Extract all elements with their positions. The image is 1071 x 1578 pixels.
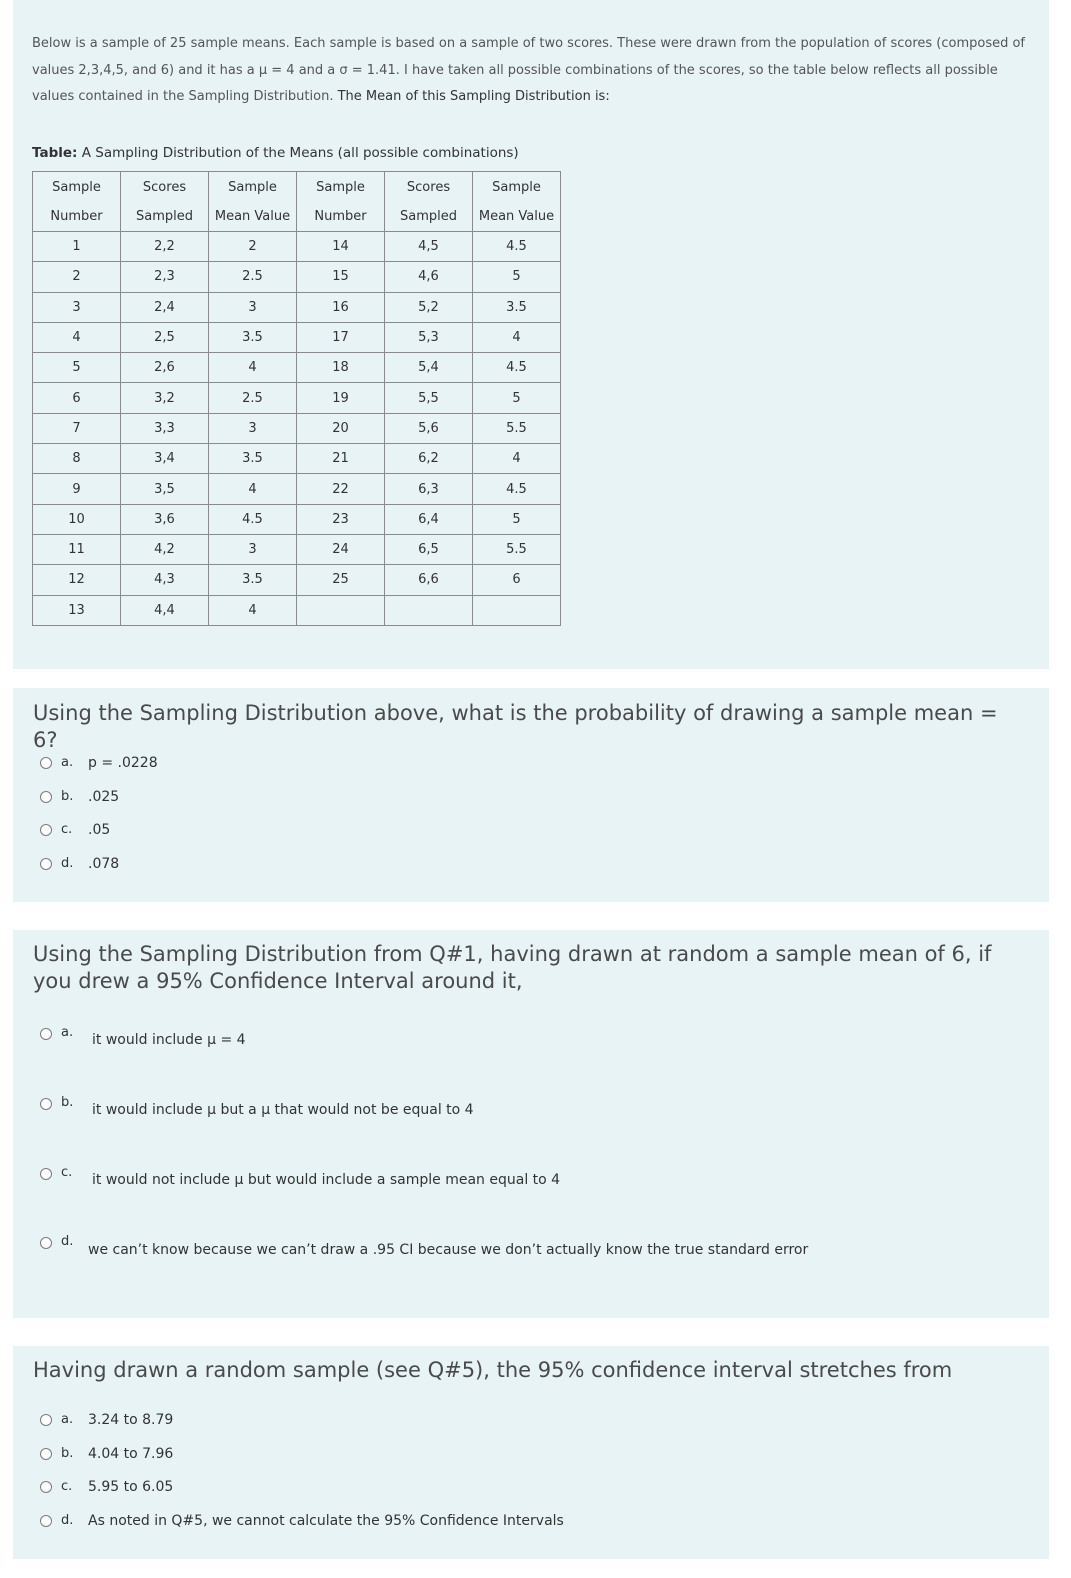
table-cell: 3,3 xyxy=(121,413,209,443)
table-cell: 16 xyxy=(297,292,385,322)
table-caption-text: A Sampling Distribution of the Means (all possible combinations) xyxy=(81,145,519,161)
table-cell: 4,3 xyxy=(121,565,209,595)
question-panel-3 xyxy=(13,1346,1049,1559)
table-cell: 5 xyxy=(473,504,561,534)
table-cell: 23 xyxy=(297,504,385,534)
table-row xyxy=(33,292,561,322)
table-cell: 4,6 xyxy=(385,262,473,292)
table-cell: 3.5 xyxy=(209,565,297,595)
radio-option-d[interactable] xyxy=(40,858,52,870)
radio-option-b[interactable] xyxy=(40,1448,52,1460)
option-letter: b. xyxy=(61,1446,74,1461)
option-letter: c. xyxy=(61,822,73,837)
table-cell: 3 xyxy=(33,292,121,322)
table-row xyxy=(33,322,561,352)
column-header: Scores Sampled xyxy=(121,172,209,232)
option-label[interactable]: it would not include μ but would include a sample mean equal to 4 xyxy=(92,1172,561,1188)
table-cell: 5,5 xyxy=(385,383,473,413)
table-cell: 5 xyxy=(473,383,561,413)
table-cell: 2,2 xyxy=(121,232,209,262)
option-label[interactable]: it would include μ but a μ that would not be equal to 4 xyxy=(92,1102,474,1118)
option-letter: d. xyxy=(61,1234,74,1249)
table-cell: 8 xyxy=(33,444,121,474)
option-label[interactable]: we can’t know because we can’t draw a .95 CI because we don’t actually know the true standard error xyxy=(88,1242,809,1258)
option-letter: d. xyxy=(61,856,74,871)
table-row xyxy=(33,262,561,292)
table-cell: 4,2 xyxy=(121,534,209,564)
radio-option-b[interactable] xyxy=(40,1098,52,1110)
table-cell: 4.5 xyxy=(473,232,561,262)
radio-option-c[interactable] xyxy=(40,1481,52,1493)
option-letter: a. xyxy=(61,1412,74,1427)
option-letter: b. xyxy=(61,1095,74,1110)
table-cell xyxy=(385,595,473,625)
table-cell: 4 xyxy=(209,595,297,625)
table-cell: 5 xyxy=(33,353,121,383)
table-cell: 4.5 xyxy=(473,474,561,504)
option-label[interactable]: As noted in Q#5, we cannot calculate the 95% Confidence Intervals xyxy=(88,1513,564,1529)
option-label[interactable]: 3.24 to 8.79 xyxy=(88,1412,174,1428)
option-label[interactable]: 5.95 to 6.05 xyxy=(88,1479,174,1495)
table-cell: 3,2 xyxy=(121,383,209,413)
table-cell: 22 xyxy=(297,474,385,504)
table-cell: 3,6 xyxy=(121,504,209,534)
radio-option-b[interactable] xyxy=(40,791,52,803)
table-cell: 3,4 xyxy=(121,444,209,474)
option-label[interactable]: it would include μ = 4 xyxy=(92,1032,246,1048)
table-cell: 24 xyxy=(297,534,385,564)
question-text: Having drawn a random sample (see Q#5), the 95% confidence interval stretches from xyxy=(33,1358,953,1382)
table-cell: 18 xyxy=(297,353,385,383)
table-cell: 11 xyxy=(33,534,121,564)
radio-option-a[interactable] xyxy=(40,757,52,769)
intro-panel xyxy=(13,0,1049,669)
table-cell: 10 xyxy=(33,504,121,534)
table-cell: 3 xyxy=(209,534,297,564)
table-cell: 5,3 xyxy=(385,322,473,352)
table-cell: 7 xyxy=(33,413,121,443)
column-header: Sample Mean Value xyxy=(473,172,561,232)
intro-paragraph: Below is a sample of 25 sample means. Each sample is based on a sample of two scores. These were drawn from the population of scores (composed of values 2,3,4,5, and 6) and it has a μ = 4 and a σ = 1.41. I have taken all possible combinations of the scores, so the table below reflects all possible values contained in the Sampling Distribution. xyxy=(32,36,1026,104)
table-cell: 4,4 xyxy=(121,595,209,625)
table-cell: 3.5 xyxy=(473,292,561,322)
question-panel-1 xyxy=(13,688,1049,902)
option-label[interactable]: .025 xyxy=(88,789,120,805)
option-letter: d. xyxy=(61,1513,74,1528)
table-cell: 2 xyxy=(209,232,297,262)
radio-option-d[interactable] xyxy=(40,1237,52,1249)
table-row xyxy=(33,444,561,474)
table-row xyxy=(33,474,561,504)
table-row xyxy=(33,383,561,413)
table-cell: 20 xyxy=(297,413,385,443)
table-cell: 3.5 xyxy=(209,444,297,474)
table-cell: 13 xyxy=(33,595,121,625)
table-cell: 6,3 xyxy=(385,474,473,504)
table-row xyxy=(33,565,561,595)
table-row xyxy=(33,353,561,383)
table-cell: 2.5 xyxy=(209,383,297,413)
table-caption xyxy=(32,145,519,161)
table-cell: 3.5 xyxy=(209,322,297,352)
table-cell: 2,3 xyxy=(121,262,209,292)
table-cell: 1 xyxy=(33,232,121,262)
sampling-distribution-table xyxy=(32,171,561,626)
table-cell xyxy=(297,595,385,625)
radio-option-d[interactable] xyxy=(40,1515,52,1527)
table-cell: 5.5 xyxy=(473,534,561,564)
table-cell: 2,4 xyxy=(121,292,209,322)
table-header-row xyxy=(33,172,561,232)
question-panel-2 xyxy=(13,930,1049,1318)
option-label[interactable]: 4.04 to 7.96 xyxy=(88,1446,174,1462)
option-letter: a. xyxy=(61,1025,74,1040)
question-text: Using the Sampling Distribution above, what is the probability of drawing a sample mean = 6? xyxy=(33,701,998,752)
option-label[interactable]: .078 xyxy=(88,856,120,872)
table-cell: 4 xyxy=(473,444,561,474)
table-cell: 4 xyxy=(33,322,121,352)
table-cell: 5 xyxy=(473,262,561,292)
table-cell: 3,5 xyxy=(121,474,209,504)
table-body xyxy=(33,232,561,626)
option-label[interactable]: p = .0228 xyxy=(88,755,158,771)
table-cell: 6 xyxy=(473,565,561,595)
table-cell: 4 xyxy=(209,353,297,383)
radio-option-c[interactable] xyxy=(40,824,52,836)
option-label[interactable]: .05 xyxy=(88,822,111,838)
intro-text xyxy=(32,31,1032,111)
table-cell: 2 xyxy=(33,262,121,292)
table-cell: 6,2 xyxy=(385,444,473,474)
table-row xyxy=(33,534,561,564)
table-cell: 15 xyxy=(297,262,385,292)
mean-question: The Mean of this Sampling Distribution is: xyxy=(337,89,610,104)
table-cell: 5.5 xyxy=(473,413,561,443)
table-cell: 21 xyxy=(297,444,385,474)
table-row xyxy=(33,413,561,443)
table-cell: 5,2 xyxy=(385,292,473,322)
table-cell: 17 xyxy=(297,322,385,352)
table-cell: 6,4 xyxy=(385,504,473,534)
table-cell: 2.5 xyxy=(209,262,297,292)
table-row xyxy=(33,504,561,534)
column-header: Scores Sampled xyxy=(385,172,473,232)
table-cell: 3 xyxy=(209,292,297,322)
question-text: Using the Sampling Distribution from Q#1, having drawn at random a sample mean of 6, if you drew a 95% Confidence Interval around it, xyxy=(33,942,992,993)
radio-option-a[interactable] xyxy=(40,1414,52,1426)
table-cell: 2,5 xyxy=(121,322,209,352)
option-letter: b. xyxy=(61,789,74,804)
table-cell: 3 xyxy=(209,413,297,443)
table-cell: 6,6 xyxy=(385,565,473,595)
column-header: Sample Mean Value xyxy=(209,172,297,232)
column-header: Sample Number xyxy=(33,172,121,232)
radio-option-a[interactable] xyxy=(40,1028,52,1040)
option-letter: c. xyxy=(61,1479,73,1494)
table-cell: 5,6 xyxy=(385,413,473,443)
table-cell: 4.5 xyxy=(209,504,297,534)
table-row xyxy=(33,595,561,625)
table-row xyxy=(33,232,561,262)
table-cell: 14 xyxy=(297,232,385,262)
radio-option-c[interactable] xyxy=(40,1168,52,1180)
table-cell: 12 xyxy=(33,565,121,595)
table-cell: 25 xyxy=(297,565,385,595)
column-header: Sample Number xyxy=(297,172,385,232)
table-cell: 4 xyxy=(209,474,297,504)
table-cell: 4,5 xyxy=(385,232,473,262)
table-cell xyxy=(473,595,561,625)
table-cell: 19 xyxy=(297,383,385,413)
table-cell: 5,4 xyxy=(385,353,473,383)
table-caption-label: Table: xyxy=(32,145,78,161)
table-cell: 6 xyxy=(33,383,121,413)
option-letter: a. xyxy=(61,755,74,770)
table-cell: 2,6 xyxy=(121,353,209,383)
table-cell: 4 xyxy=(473,322,561,352)
option-letter: c. xyxy=(61,1165,73,1180)
table-cell: 9 xyxy=(33,474,121,504)
table-cell: 4.5 xyxy=(473,353,561,383)
table-cell: 6,5 xyxy=(385,534,473,564)
